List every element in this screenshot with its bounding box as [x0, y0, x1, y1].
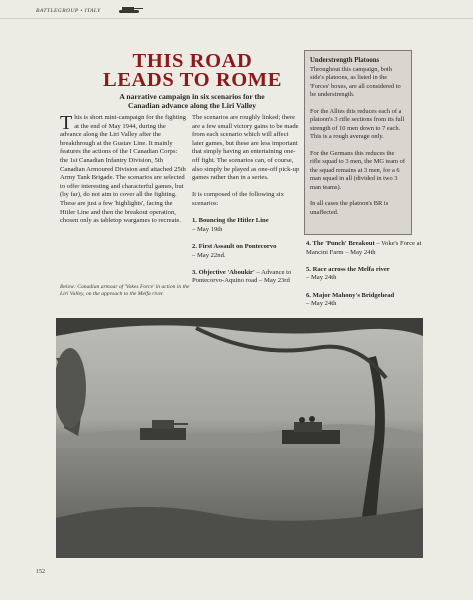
scenario-list-continued — [306, 240, 426, 317]
scenario-title: 2. First Assault on Pontecorvo — [192, 242, 277, 250]
sidebar-paragraph: For the Allies this reduces each of a platoon's 3 rifle sections from its full strength of 10 men down to 7 each. This is a rough average only. — [310, 108, 405, 141]
body-column-1 — [60, 114, 187, 234]
scenario-date: – Advance to Pontecorvo-Aquino road – May 23rd — [192, 268, 292, 285]
intro-paragraph — [60, 114, 187, 226]
title-line-2: LEADS TO ROME — [102, 69, 283, 91]
photo-caption: Below: Canadian armour of 'Vokes Force' in action in the Liri Valley, on the approach to the Melfa river. — [60, 284, 190, 297]
tank-icon — [118, 4, 144, 14]
drop-cap: T — [60, 112, 73, 134]
scenario-title: 4. The 'Punch' Breakout — [306, 240, 375, 247]
scenario-item — [192, 217, 300, 234]
scenario-item — [192, 269, 300, 286]
title-line-1: THIS ROAD — [132, 50, 253, 72]
sidebar-title: Understrength Platoons — [310, 57, 380, 64]
scenario-date: – May 22nd. — [192, 251, 226, 259]
scenario-item — [306, 292, 426, 309]
subtitle-line-1: A narrative campaign in six scenarios for the — [119, 92, 265, 101]
scenario-date: – May 19th — [192, 225, 223, 233]
sidebar-paragraph: Throughout this campaign, both side's platoons, as listed in the 'Forces' boxes, are all considered to be understrength. — [310, 66, 401, 99]
scenario-link-paragraph: The scenarios are roughly linked; there are a few small victory gains to be made from each scenario which will affect later games, but these are less important that simply having an entertaining one-off fight. The scenarios can, of course, also simply be played as one-off pick-up games rather than in a series. — [192, 114, 300, 182]
body-column-2 — [192, 114, 300, 294]
article-subtitle — [72, 92, 312, 110]
sidebar-paragraph: For the Germans this reduces the rifle squad to 3 men, the MG team of the squad remains at 3 men, for a 6 man squad in all (divided in two 3 man teams). — [310, 150, 405, 191]
intro-text: his is short mini-campaign for the fighting at the end of May 1944, during the advance along the Liri Valley after the breakthrough at the Gustav Line. It mainly features the actions of the I Canadian Corps: the 1st Canadian Infantry Division, 5th Canadian Armoured Division and attached 25th Army Tank Brigade. The scenarios are selected to offer interesting and characterful games, but (by far), do not aim to cover all the fighting. These are just a few 'highlights', facing the Hitler Line and then the breakout operation, chosen only as tabletop wargames to recreate. — [60, 114, 186, 225]
scenario-date: – May 24th — [306, 300, 337, 308]
header-band — [0, 0, 473, 20]
header-rule — [0, 18, 473, 19]
scenario-item — [306, 240, 426, 257]
scenario-date: – Voke's Force at Mancini Farm – May 24th — [306, 240, 422, 256]
understrength-sidebar — [304, 50, 412, 235]
running-title: BATTLEGROUP • ITALY — [36, 8, 101, 14]
scenario-item — [306, 266, 426, 283]
scenario-title: 1. Bouncing the Hitler Line — [192, 217, 269, 225]
subtitle-line-2: Canadian advance along the Liri Valley — [127, 101, 257, 110]
scenario-item — [192, 243, 300, 260]
scenario-title: 5. Race across the Melfa river — [306, 265, 390, 273]
historical-photo — [56, 318, 423, 558]
scenario-list-intro: It is composed of the following six scenarios: — [192, 191, 284, 207]
scenario-title: 6. Major Mahony's Bridgehead — [306, 291, 395, 299]
article-title — [80, 52, 305, 90]
page-number: 152 — [36, 569, 45, 575]
scenario-title: 3. Objective 'Aboukir' — [192, 268, 255, 276]
sidebar-paragraph: In all cases the platoon's BR is unaffected. — [310, 200, 389, 216]
scenario-date: – May 24th — [306, 274, 337, 282]
